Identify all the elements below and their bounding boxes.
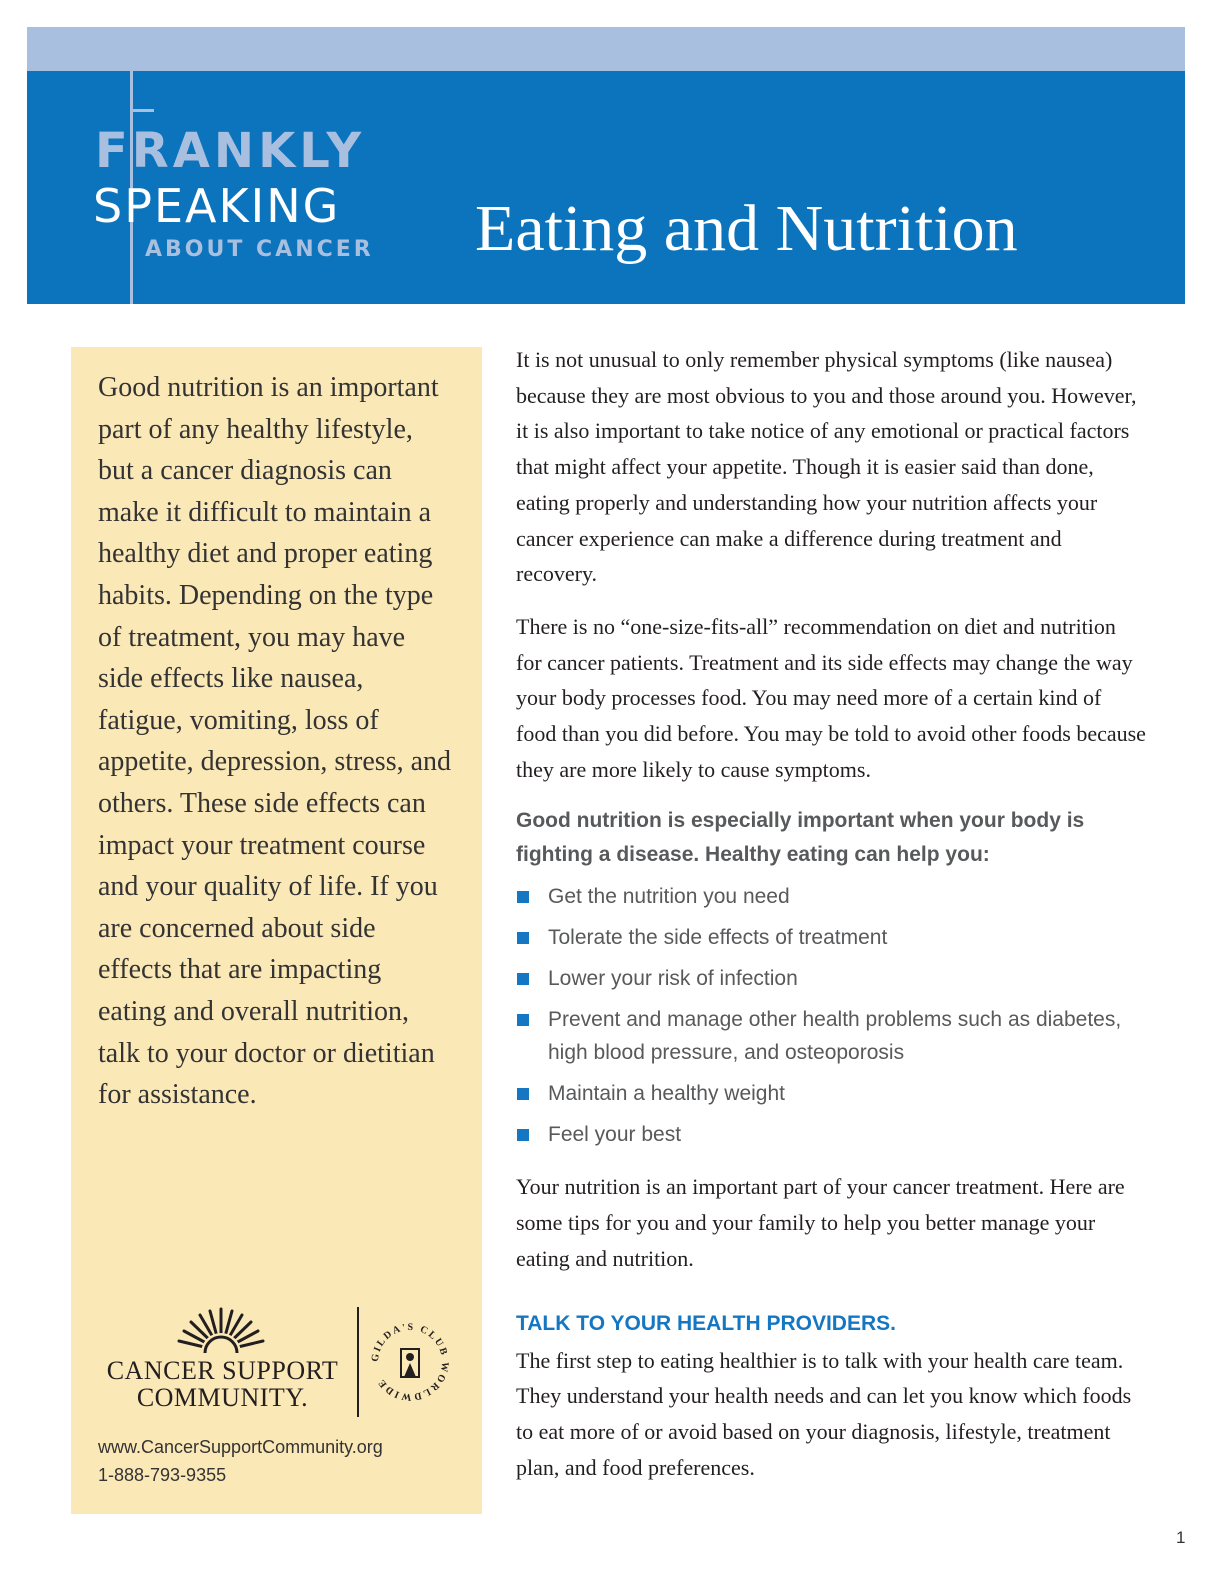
list-item <box>516 1118 1146 1151</box>
benefits-subheading: Good nutrition is especially important when your body is fighting a disease. Healthy eating can help you: <box>516 809 1085 867</box>
list-item <box>516 1077 1146 1110</box>
header-banner <box>27 71 1185 304</box>
list-item <box>516 1003 1146 1069</box>
tips-paragraph: Your nutrition is an important part of your cancer treatment. Here are some tips for you and your family to help you better manage your eating and nutrition. <box>516 1174 1125 1271</box>
org-name-line1: CANCER SUPPORT <box>106 1356 339 1385</box>
logo-divider <box>357 1307 359 1417</box>
top-accent-strip <box>27 27 1185 71</box>
website-link[interactable]: www.CancerSupportCommunity.org <box>98 1437 383 1457</box>
intro-paragraph: It is not unusual to only remember physical symptoms (like nausea) because they are most obvious to you and those around you. However, it is also important to take notice of any emotional or practical factors that might affect your appetite. Though it is easier said than done, eating properly and understanding how your nutrition affects your cancer experience can make a difference during treatment and recovery. <box>516 347 1137 587</box>
list-item <box>516 880 1146 913</box>
benefits-list <box>516 880 1146 1151</box>
bullet-square-icon <box>517 891 529 903</box>
page-number: 1 <box>1176 1528 1186 1547</box>
bullet-square-icon <box>517 932 529 944</box>
bullet-square-icon <box>517 973 529 985</box>
sidebar-callout <box>71 347 482 1514</box>
logo-frankly: FRANKLY <box>95 123 366 179</box>
page-title: Eating and Nutrition <box>475 192 1018 265</box>
svg-text:GILDA'S CLUB WORLDWIDE <box>370 1322 451 1403</box>
list-item-text: Lower your risk of infection <box>548 967 798 991</box>
list-item <box>516 962 1146 995</box>
logo-speaking: SPEAKING <box>93 179 341 233</box>
sidebar-intro-text: Good nutrition is an important part of any healthy lifestyle, but a cancer diagnosis can make it difficult to maintain a healthy diet and proper eating habits. Depending on the type of treatment, you may have side effects like nausea, fatigue, vomiting, loss of appetite, depression, stress, and others. These side effects can impact your treatment course and your quality of life. If you are concerned about side effects that are impacting eating and overall nutrition, talk to your doctor or dietitian for assistance. <box>98 372 452 1111</box>
phone-number: 1-888-793-9355 <box>98 1465 227 1485</box>
frankly-speaking-logo <box>27 71 427 375</box>
seal-text: GILDA'S CLUB WORLDWIDE <box>369 1321 451 1403</box>
list-item-text: Prevent and manage other health problems such as diabetes, high blood pressure, and osteoporosis <box>548 1008 1122 1065</box>
section-heading: TALK TO YOUR HEALTH PROVIDERS. <box>516 1311 896 1335</box>
bullet-square-icon <box>517 1088 529 1100</box>
list-item-text: Get the nutrition you need <box>548 885 790 909</box>
list-item-text: Tolerate the side effects of treatment <box>548 926 888 950</box>
logo-horizontal-line <box>130 109 154 112</box>
gildas-club-seal-icon <box>367 1319 453 1405</box>
main-content <box>516 342 1146 1502</box>
list-item-text: Feel your best <box>548 1123 682 1147</box>
sunburst-icon <box>171 1305 271 1355</box>
recommendation-paragraph: There is no “one-size-fits-all” recommendation on diet and nutrition for cancer patients. Treatment and its side effects may change the way your body processes food. You may need more of a certain kind of food than you did before. You may be told to avoid other foods because they are more likely to cause symptoms. <box>516 613 1146 782</box>
org-name-line2: COMMUNITY. <box>136 1383 309 1412</box>
logo-about-cancer: ABOUT CANCER <box>145 237 374 262</box>
list-item-text: Maintain a healthy weight <box>548 1082 785 1106</box>
health-providers-paragraph: The first step to eating healthier is to talk with your health care team. They understand your health needs and can let you know which foods to eat more of or avoid based on your diagnosis, lifestyle, treatment plan, and food preferences. <box>516 1347 1132 1480</box>
list-item <box>516 921 1146 954</box>
bullet-square-icon <box>517 1129 529 1141</box>
bullet-square-icon <box>517 1014 529 1026</box>
cancer-support-community-logo <box>95 1357 350 1411</box>
